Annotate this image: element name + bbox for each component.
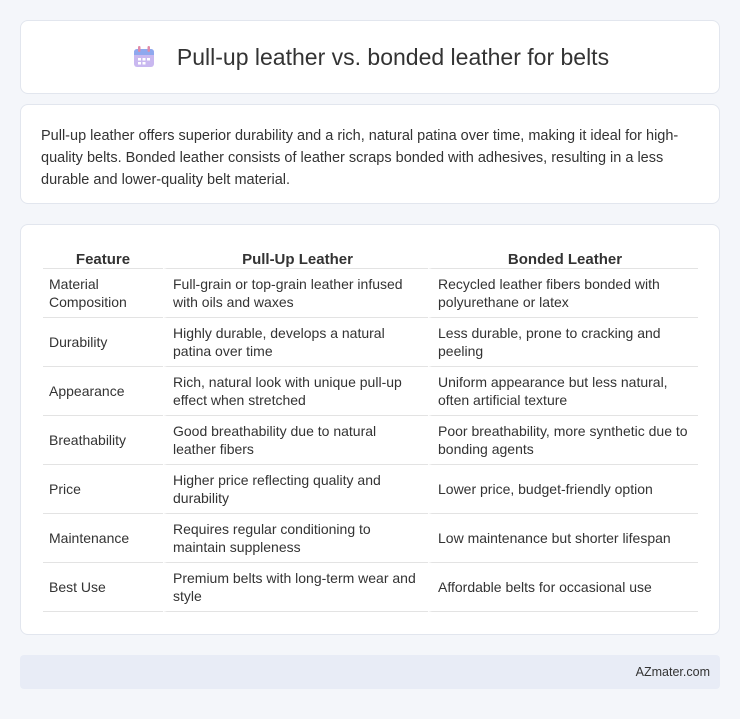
comparison-card xyxy=(20,224,720,635)
page-title: Pull-up leather vs. bonded leather for belts xyxy=(176,43,610,70)
pull-up-cell: Higher price reflecting quality and durability xyxy=(163,465,428,514)
pull-up-cell: Highly durable, develops a natural patina over time xyxy=(163,318,428,367)
bonded-cell: Poor breathability, more synthetic due to bonding agents xyxy=(428,416,698,465)
pull-up-cell: Requires regular conditioning to maintain suppleness xyxy=(163,514,428,563)
column-header-pull-up: Pull-Up Leather xyxy=(163,245,428,269)
bonded-cell: Less durable, prone to cracking and peeling xyxy=(428,318,698,367)
table-row xyxy=(43,514,698,563)
title-card xyxy=(20,20,720,94)
bonded-cell: Affordable belts for occasional use xyxy=(428,563,698,612)
table-row xyxy=(43,465,698,514)
feature-cell: Price xyxy=(43,465,163,514)
column-header-bonded: Bonded Leather xyxy=(428,245,698,269)
table-row xyxy=(43,416,698,465)
table-row xyxy=(43,318,698,367)
bonded-cell: Recycled leather fibers bonded with polyurethane or latex xyxy=(428,269,698,318)
feature-cell: Durability xyxy=(43,318,163,367)
intro-card xyxy=(20,104,720,204)
column-header-feature: Feature xyxy=(43,245,163,269)
pull-up-cell: Full-grain or top-grain leather infused with oils and waxes xyxy=(163,269,428,318)
feature-cell: Material Composition xyxy=(43,269,163,318)
footer xyxy=(20,655,720,689)
calendar-icon xyxy=(131,44,157,70)
bonded-cell: Low maintenance but shorter lifespan xyxy=(428,514,698,563)
feature-cell: Breathability xyxy=(43,416,163,465)
pull-up-cell: Premium belts with long-term wear and style xyxy=(163,563,428,612)
table-row xyxy=(43,563,698,612)
feature-cell: Maintenance xyxy=(43,514,163,563)
intro-text: Pull-up leather offers superior durability and a rich, natural patina over time, making it ideal for high-quality belts. Bonded leather consists of leather scraps bonded with adhesives, resulting in a less durable and lower-quality belt material. xyxy=(41,128,679,188)
comparison-table xyxy=(43,245,698,612)
pull-up-cell: Rich, natural look with unique pull-up effect when stretched xyxy=(163,367,428,416)
table-row xyxy=(43,269,698,318)
footer-brand: AZmater.com xyxy=(635,665,710,679)
bonded-cell: Lower price, budget-friendly option xyxy=(428,465,698,514)
feature-cell: Best Use xyxy=(43,563,163,612)
feature-cell: Appearance xyxy=(43,367,163,416)
pull-up-cell: Good breathability due to natural leather fibers xyxy=(163,416,428,465)
table-row xyxy=(43,367,698,416)
bonded-cell: Uniform appearance but less natural, often artificial texture xyxy=(428,367,698,416)
table-header-row xyxy=(43,245,698,269)
